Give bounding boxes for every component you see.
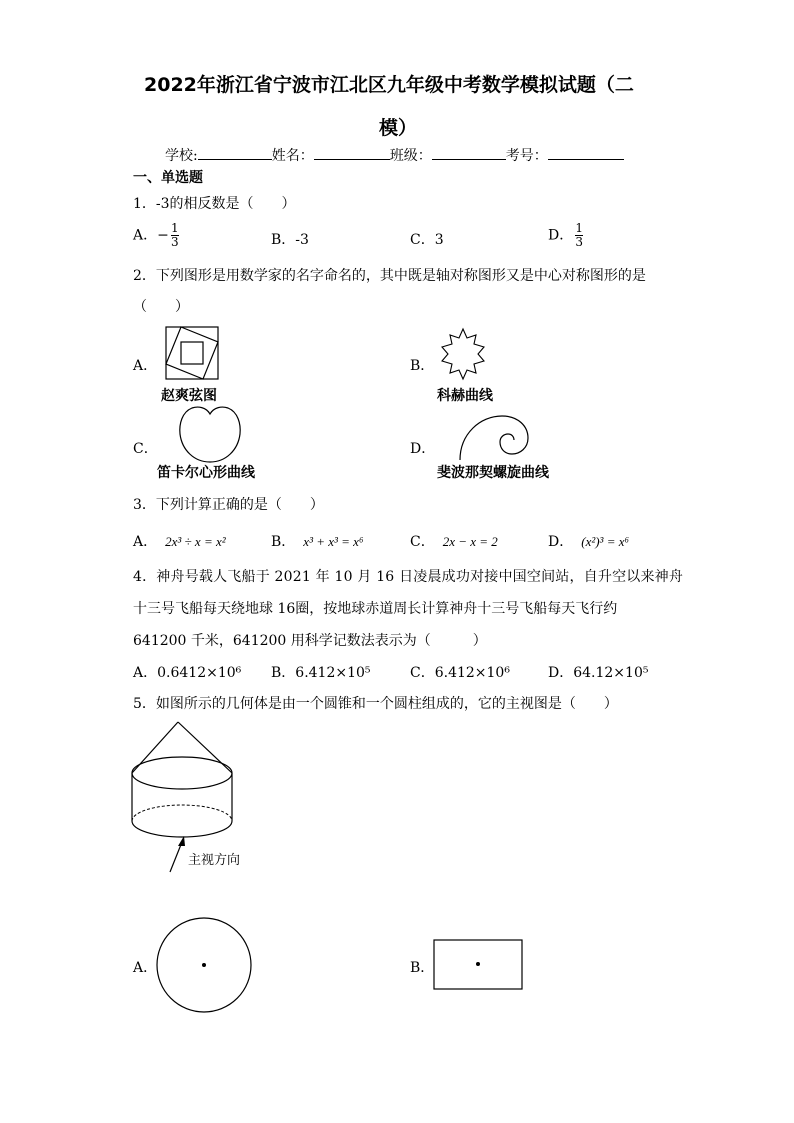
q1-stem: 1．-3的相反数是（ ）: [133, 196, 296, 212]
cardioid-figure: [178, 404, 242, 464]
q4-option-a[interactable]: A．0.6412×10⁶: [133, 665, 242, 681]
q2-a-label[interactable]: A．: [133, 358, 158, 374]
q4-stem-line3: 641200 千米，641200 用科学记数法表示为（ ）: [133, 633, 487, 649]
q2-b-caption: 科赫曲线: [437, 388, 493, 404]
q4-option-d[interactable]: D．64.12×10⁵: [548, 665, 649, 681]
q2-c-label[interactable]: C．: [133, 441, 158, 457]
koch-snowflake-figure: [436, 327, 490, 381]
school-label: 学校:: [165, 148, 198, 164]
q3-b-expr: x³ + x³ = x⁶: [303, 534, 364, 549]
zhao-shuang-figure: [165, 326, 219, 380]
q3-c-expr: 2x − x = 2: [442, 534, 498, 549]
student-info-line: [165, 145, 624, 165]
q3-b-label: B．: [271, 534, 296, 550]
q2-d-caption: 斐波那契螺旋曲线: [437, 465, 549, 481]
q1-d-num: 1: [575, 221, 584, 235]
fibonacci-spiral-figure: [458, 414, 530, 460]
q5-b-label[interactable]: B．: [410, 960, 435, 976]
q2-b-label[interactable]: B．: [410, 358, 435, 374]
q2-d-label[interactable]: D．: [410, 441, 436, 457]
school-blank[interactable]: [198, 145, 272, 160]
q1-a-num: 1: [171, 221, 179, 235]
q1-a-sign: −: [157, 227, 169, 244]
q1-d-fraction: [575, 222, 583, 249]
class-label: 班级：: [389, 148, 432, 164]
name-blank[interactable]: [314, 145, 390, 160]
exam-title-line2: 模）: [379, 117, 418, 139]
q4-option-c[interactable]: C．6.412×10⁶: [410, 665, 510, 681]
section-heading: 一、单选题: [133, 170, 203, 186]
q4-stem-line2: 十三号飞船每天绕地球 16圈，按地球赤道周长计算神舟十三号飞船每天飞行约: [133, 601, 618, 617]
q1-option-d[interactable]: [548, 222, 583, 249]
q3-a-expr: 2x³ ÷ x = x²: [165, 534, 226, 549]
q3-option-c[interactable]: [410, 531, 498, 551]
q5-rectangle-view: [433, 939, 523, 990]
q1-a-fraction: [171, 222, 179, 249]
q1-d-label: D．: [548, 227, 574, 244]
q5-stem: 5．如图所示的几何体是由一个圆锥和一个圆柱组成的，它的主视图是（ ）: [133, 696, 618, 712]
q1-option-b[interactable]: B．-3: [271, 232, 309, 248]
q3-d-label: D．: [548, 534, 574, 550]
q3-option-a[interactable]: [133, 531, 226, 551]
q2-c-caption: 笛卡尔心形曲线: [157, 465, 255, 481]
q1-d-den: 3: [575, 235, 584, 249]
class-blank[interactable]: [432, 145, 506, 160]
q1-option-a[interactable]: [133, 222, 179, 249]
q5-circle-view: [156, 916, 252, 1014]
q5-a-label[interactable]: A．: [133, 960, 158, 976]
exam-title-line1: 2022年浙江省宁波市江北区九年级中考数学模拟试题（二: [144, 74, 634, 96]
q4-option-b[interactable]: B．6.412×10⁵: [271, 665, 371, 681]
q1-a-label: A．: [133, 227, 158, 244]
q2-paren: （ ）: [133, 299, 189, 315]
name-label: 姓名：: [271, 148, 314, 164]
q3-a-label: A．: [133, 534, 158, 550]
q2-a-caption: 赵爽弦图: [161, 388, 217, 404]
q3-option-d[interactable]: [548, 531, 629, 551]
q3-option-b[interactable]: [271, 531, 363, 551]
q3-c-label: C．: [410, 534, 435, 550]
number-label: 考号：: [505, 148, 548, 164]
q2-stem: 2．下列图形是用数学家的名字命名的，其中既是轴对称图形又是中心对称图形的是: [133, 268, 646, 284]
q3-stem: 3．下列计算正确的是（ ）: [133, 497, 324, 513]
q1-a-den: 3: [171, 235, 179, 249]
q1-option-c[interactable]: C．3: [410, 232, 444, 248]
q4-stem-line1: 4．神舟号载人飞船于 2021 年 10 月 16 日凌晨成功对接中国空间站，自升空以来神舟: [133, 569, 684, 585]
view-direction-label: 主视方向: [188, 853, 241, 868]
number-blank[interactable]: [548, 145, 624, 160]
q3-d-expr: (x²)³ = x⁶: [581, 534, 630, 549]
